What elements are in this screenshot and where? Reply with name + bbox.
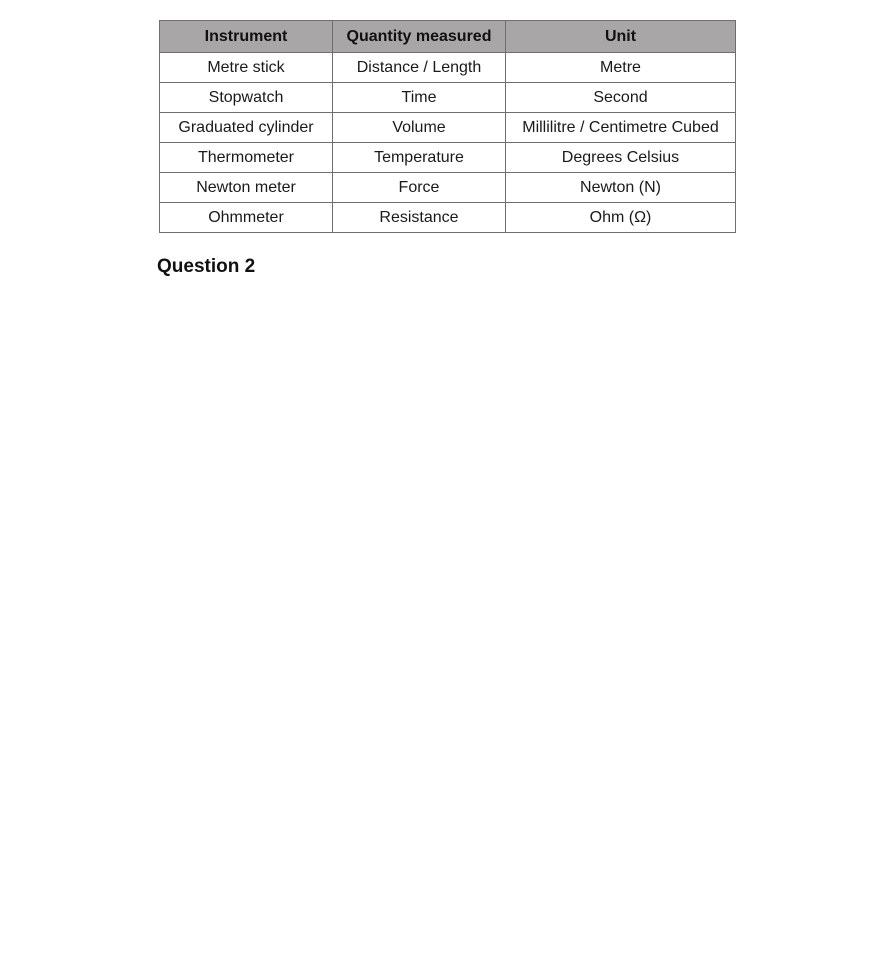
table-header-row [160, 21, 736, 53]
quantity-cell: Distance / Length [333, 53, 506, 83]
quantity-cell: Time [333, 83, 506, 113]
instrument-cell: Ohmmeter [160, 203, 333, 233]
quantity-cell: Force [333, 173, 506, 203]
instrument-cell: Metre stick [160, 53, 333, 83]
instrument-cell: Stopwatch [160, 83, 333, 113]
question-heading: Question 2 [157, 256, 256, 277]
instrument-table [159, 20, 736, 233]
table-row [160, 53, 736, 83]
table-row [160, 203, 736, 233]
instrument-cell: Newton meter [160, 173, 333, 203]
unit-cell: Metre [506, 53, 736, 83]
quantity-cell: Volume [333, 113, 506, 143]
header-quantity-measured: Quantity measured [333, 21, 506, 53]
table-row [160, 173, 736, 203]
quantity-cell: Temperature [333, 143, 506, 173]
header-unit: Unit [506, 21, 736, 53]
table-row [160, 83, 736, 113]
unit-cell: Millilitre / Centimetre Cubed [506, 113, 736, 143]
instrument-cell: Graduated cylinder [160, 113, 333, 143]
instrument-cell: Thermometer [160, 143, 333, 173]
unit-cell: Newton (N) [506, 173, 736, 203]
quantity-cell: Resistance [333, 203, 506, 233]
header-instrument: Instrument [160, 21, 333, 53]
table-row [160, 143, 736, 173]
unit-cell: Ohm (Ω) [506, 203, 736, 233]
table-row [160, 113, 736, 143]
unit-cell: Degrees Celsius [506, 143, 736, 173]
unit-cell: Second [506, 83, 736, 113]
